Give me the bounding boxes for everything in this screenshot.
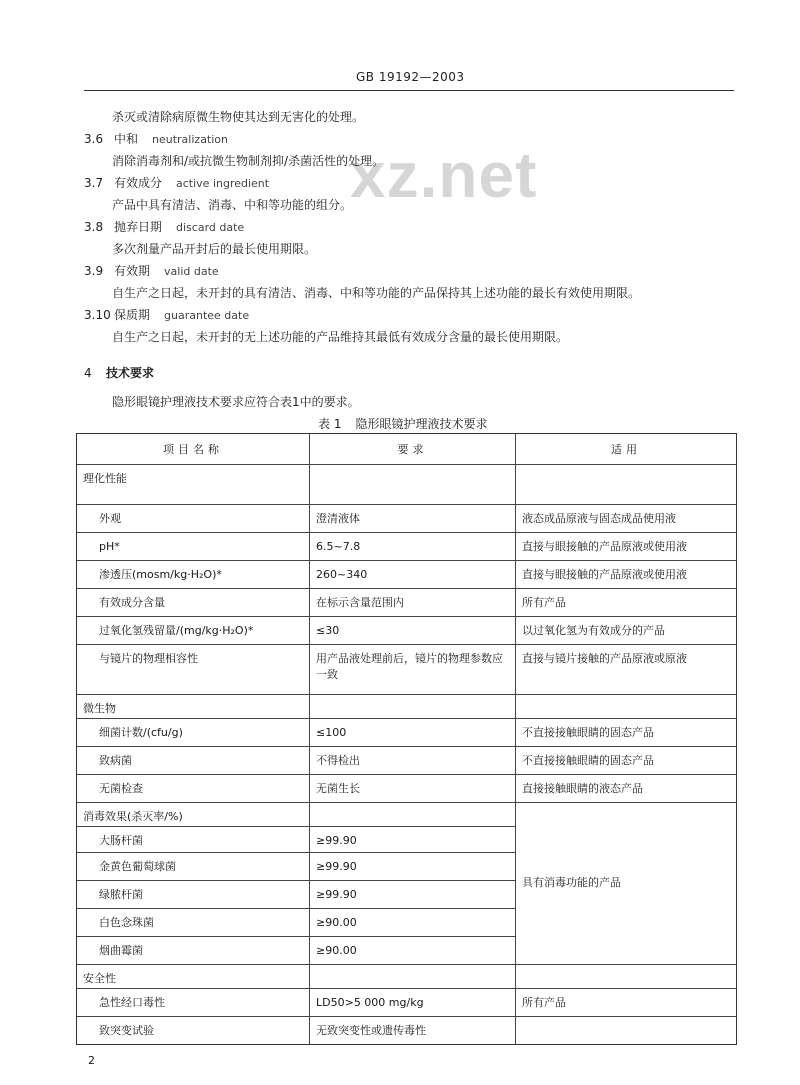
term-chinese: 保质期 [114, 308, 151, 322]
cell-requirement: LD50>5 000 mg/kg [310, 989, 516, 1016]
cell-requirement: 无致突变性或遗传毒性 [310, 1017, 516, 1044]
cell-requirement: ≥99.90 [310, 853, 516, 880]
term-number: 3.10 [84, 308, 111, 322]
table-row [77, 616, 736, 644]
term-english: neutralization [152, 133, 229, 146]
cell-item-name: 微生物 [77, 695, 310, 718]
section-heading: 技术要求 [106, 366, 155, 380]
table-group-row [77, 694, 736, 718]
cell-item-name: 无菌检查 [77, 775, 310, 802]
cell-requirement: ≥90.00 [310, 937, 516, 964]
term-chinese: 有效成分 [114, 176, 163, 190]
term-chinese: 有效期 [114, 264, 151, 278]
cell-applicability: 液态成品原液与固态成品使用液 [522, 512, 676, 525]
term-chinese: 中和 [114, 132, 139, 146]
table-group-row [77, 964, 736, 988]
term-definition: 自生产之日起，未开封的无上述功能的产品维持其最低有效成分含量的最长使用期限。 [112, 330, 569, 344]
section-intro: 隐形眼镜护理液技术要求应符合表1中的要求。 [112, 395, 360, 409]
table-row [77, 560, 736, 588]
term-definition: 多次剂量产品开封后的最长使用期限。 [112, 242, 317, 256]
section-title [84, 364, 154, 381]
table-row [77, 504, 736, 532]
cell-item-name: 烟曲霉菌 [77, 937, 310, 964]
term-english: guarantee date [164, 309, 250, 322]
cell-requirement: ≥99.90 [310, 827, 516, 852]
cell-item-name: 外观 [77, 505, 310, 532]
table-row [77, 588, 736, 616]
cell-requirement: 用产品液处理前后，镜片的物理参数应一致 [310, 645, 516, 694]
term-english: active ingredient [176, 177, 270, 190]
cell-item-name: 理化性能 [77, 465, 310, 504]
page-header: GB 19192—2003 [356, 70, 465, 84]
table-header-row [77, 434, 736, 464]
term-number: 3.7 [84, 176, 104, 190]
cell-item-name: 大肠杆菌 [77, 827, 310, 852]
table-caption-label: 表 1 [318, 417, 342, 431]
term-definition: 消除消毒剂和/或抗微生物制剂抑/杀菌活性的处理。 [112, 154, 385, 168]
term-heading [84, 306, 249, 323]
cell-item-name: 致病菌 [77, 747, 310, 774]
header-rule [84, 90, 734, 91]
table-group-row [77, 464, 736, 504]
cell-applicability: 所有产品 [522, 596, 566, 609]
cell-requirement: 260~340 [310, 561, 516, 588]
header-item-name: 项目名称 [77, 434, 310, 464]
cell-item-name: 金黄色葡萄球菌 [77, 853, 310, 880]
cell-applicability [516, 695, 736, 718]
cell-requirement [310, 465, 516, 504]
cell-item-name: 消毒效果(杀灭率/%) [77, 803, 310, 826]
cell-requirement: ≤100 [310, 719, 516, 746]
cell-item-name: pH* [77, 533, 310, 560]
spec-table [76, 433, 737, 1045]
term-english: discard date [176, 221, 245, 234]
cell-item-name: 渗透压(mosm/kg·H₂O)* [77, 561, 310, 588]
term-heading [84, 262, 219, 279]
header-requirement: 要求 [310, 434, 516, 464]
term-definition: 自生产之日起，未开封的具有清洁、消毒、中和等功能的产品保持其上述功能的最长有效使用期限。 [112, 286, 641, 300]
cell-requirement [310, 695, 516, 718]
term-heading [84, 174, 269, 191]
cell-requirement: ≥90.00 [310, 909, 516, 936]
cell-requirement: 在标示含量范围内 [310, 589, 516, 616]
table-row [77, 644, 736, 694]
cell-applicability: 所有产品 [522, 996, 566, 1009]
cell-requirement: ≥99.90 [310, 881, 516, 908]
term-heading [84, 218, 244, 235]
cell-item-name: 安全性 [77, 965, 310, 988]
cell-requirement: ≤30 [310, 617, 516, 644]
cell-applicability: 直接与镜片接触的产品原液或原液 [522, 652, 687, 665]
cell-item-name: 过氧化氢残留量/(mg/kg·H₂O)* [77, 617, 310, 644]
cell-item-name: 细菌计数/(cfu/g) [77, 719, 310, 746]
cell-item-name: 白色念珠菌 [77, 909, 310, 936]
cell-requirement [310, 803, 516, 826]
cell-item-name: 有效成分含量 [77, 589, 310, 616]
term-number: 3.6 [84, 132, 104, 146]
cell-applicability: 直接接触眼睛的液态产品 [522, 782, 643, 795]
term-definition: 产品中具有清洁、消毒、中和等功能的组分。 [112, 198, 353, 212]
watermark: xz.net [350, 139, 538, 211]
table-row [77, 1016, 736, 1044]
term-english: valid date [164, 265, 219, 278]
cell-applicability [516, 965, 736, 988]
section-number: 4 [84, 366, 92, 380]
cell-item-name: 与镜片的物理相容性 [77, 645, 310, 694]
cell-item-name: 急性经口毒性 [77, 989, 310, 1016]
cell-applicability [516, 465, 736, 504]
cell-requirement: 无菌生长 [310, 775, 516, 802]
cell-item-name: 绿脓杆菌 [77, 881, 310, 908]
table-row [77, 746, 736, 774]
table-row [77, 988, 736, 1016]
header-applicability: 适用 [611, 443, 641, 456]
table-row [77, 532, 736, 560]
term-number: 3.9 [84, 264, 104, 278]
cell-applicability: 直接与眼接触的产品原液或使用液 [522, 568, 687, 581]
term-chinese: 抛弃日期 [114, 220, 163, 234]
table-row [77, 718, 736, 746]
cell-requirement [310, 965, 516, 988]
table-caption-title: 隐形眼镜护理液技术要求 [355, 417, 488, 431]
cell-requirement: 不得检出 [310, 747, 516, 774]
continuation-text: 杀灭或清除病原微生物使其达到无害化的处理。 [112, 110, 365, 124]
term-number: 3.8 [84, 220, 104, 234]
cell-applicability: 以过氧化氢为有效成分的产品 [522, 624, 665, 637]
cell-requirement: 6.5~7.8 [310, 533, 516, 560]
page-number: 2 [88, 1054, 95, 1067]
cell-applicability: 不直接接触眼睛的固态产品 [522, 754, 654, 767]
table-row [77, 774, 736, 802]
table-caption [318, 415, 487, 432]
cell-item-name: 致突变试验 [77, 1017, 310, 1044]
cell-requirement: 澄清液体 [310, 505, 516, 532]
cell-applicability: 不直接接触眼睛的固态产品 [522, 726, 654, 739]
cell-applicability [516, 1017, 736, 1044]
merged-applicability-cell: 具有消毒功能的产品 [516, 803, 736, 963]
cell-applicability: 直接与眼接触的产品原液或使用液 [522, 540, 687, 553]
term-heading [84, 130, 228, 147]
